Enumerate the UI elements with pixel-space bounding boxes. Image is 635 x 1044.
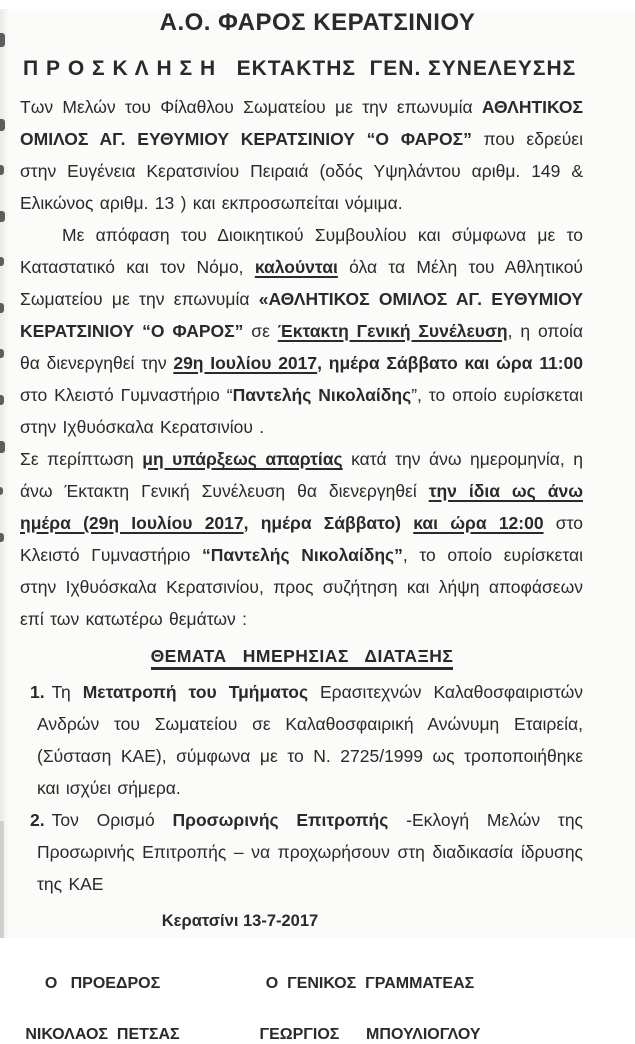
text-run: 29η Ιουλίου 2017: [173, 353, 318, 373]
text-run: καλούνται: [254, 257, 338, 277]
text-run: Τη: [51, 682, 83, 702]
text-run: που εδρεύει στην Ευγένεια Κερατσινίου Πειραιά (οδός Υψηλάντου αριθμ. 149 & Ελικώνος αριθμ. 13 ) και εκπροσωπείται νόμιμα.: [20, 129, 583, 213]
signature-president: [0, 975, 205, 1044]
text-run: Με απόφαση του Διοικητικού Συμβουλίου και σύμφωνα με το Καταστατικό και τον Νόμο,: [20, 225, 583, 277]
text-run: Των Μελών του Φίλαθλου Σωματείου με την επωνυμία: [20, 97, 482, 117]
agenda-heading: [0, 641, 604, 671]
text-run: ΑΘΛΗΤΙΚΟΣ ΟΜΙΛΟΣ ΑΓ. ΕΥΘΥΜΙΟΥ ΚΕΡΑΤΣΙΝΙΟΥ “Ο ΦΑΡΟΣ”: [20, 97, 583, 149]
text-run: Μετατροπή του Τμήματος: [82, 682, 309, 702]
text-run: ”, το οποίο ευρίσκεται στην Ιχθυόσκαλα Κερατσινίου .: [20, 385, 583, 437]
date-line: Κερατσίνι 13-7-2017: [161, 912, 319, 930]
text-run: ημέρα Σάββατο και ώρα 11:00: [328, 353, 583, 373]
signature-block: [0, 975, 635, 1044]
paragraph-convocation: [20, 219, 583, 443]
scan-artifact: [0, 257, 4, 266]
agenda-item-1: [30, 676, 583, 804]
text-run: Τον Ορισμό: [51, 810, 173, 830]
paragraph-members-intro: [20, 91, 583, 219]
scan-artifact: [0, 533, 4, 542]
agenda-heading-text: ΘΕΜΑΤΑ ΗΜΕΡΗΣΙΑΣ ΔΙΑΤΑΞΗΣ: [151, 646, 454, 670]
text-run: -Εκλογή Μελών της Προσωρινής Επιτροπής – να προχωρήσουν στη διαδικασία ίδρυσης της ΚΑΕ: [37, 810, 583, 894]
scan-artifact: [0, 441, 5, 453]
text-run: στο Κλειστό Γυμναστήριο “: [20, 385, 233, 405]
secretary-name: ΓΕΩΡΓΙΟΣ ΜΠΟΥΛΙΟΓΛΟΥ: [259, 1026, 481, 1043]
scan-artifact: [0, 349, 4, 358]
text-run: , το οποίο ευρίσκεται στην Ιχθυόσκαλα Κερατσινίου, προς συζήτηση και λήψη αποφάσεων επί των κατωτέρω θεμάτων :: [20, 545, 583, 629]
text-run: “Παντελής Νικολαίδης”: [202, 545, 403, 565]
scan-artifact: [0, 395, 4, 405]
text-run: Προσωρινής Επιτροπής: [172, 810, 389, 830]
scan-artifact: [0, 821, 4, 938]
text-run: μη υπάρξεως απαρτίας: [142, 449, 343, 469]
text-run: την ίδια ως άνω ημέρα (29η Ιουλίου 2017: [20, 481, 583, 533]
text-run: στο Κλειστό Γυμναστήριο: [20, 513, 583, 565]
text-run: ,: [317, 353, 329, 373]
text-run: [401, 513, 413, 533]
text-run: κατά την άνω ημερομηνία, η άνω Έκτακτη Γενική Συνέλευση θα διενεργηθεί: [20, 449, 583, 501]
text-run: ημέρα Σάββατο): [260, 513, 402, 533]
text-run: ,: [243, 513, 261, 533]
text-run: Ερασιτεχνών Καλαθοσφαιριστών Ανδρών του Σωματείου σε Καλαθοσφαιρική Ανώνυμη Εταιρεία, (Σύσταση ΚΑΕ), σύμφωνα με το Ν. 2725/1999 ως τροποποιήθηκε και ισχύει σήμερα.: [37, 682, 583, 798]
text-run: Έκτακτη Γενική Συνέλευση: [277, 321, 508, 341]
scan-artifact: [0, 33, 5, 47]
scan-artifact: [0, 487, 3, 495]
text-run: Σε περίπτωση: [20, 449, 143, 469]
agenda-list: [30, 676, 583, 900]
text-run: Παντελής Νικολαίδης: [232, 385, 412, 405]
signature-secretary: [230, 975, 510, 1044]
scan-artifact: [0, 303, 4, 313]
agenda-item-1-number: 1.: [30, 682, 45, 702]
text-run: , η οποία θα διενεργηθεί την: [20, 321, 584, 373]
document-page: [0, 9, 635, 1043]
document-body: [20, 91, 583, 635]
text-run: σε: [243, 321, 278, 341]
president-name: ΝΙΚΟΛΑΟΣ ΠΕΤΣΑΣ: [25, 1026, 180, 1043]
scan-artifact: [0, 165, 4, 175]
scan-artifact: [0, 211, 5, 222]
text-run: «ΑΘΛΗΤΙΚΟΣ ΟΜΙΛΟΣ ΑΓ. ΕΥΘΥΜΙΟΥ ΚΕΡΑΤΣΙΝΙΟΥ “Ο ΦΑΡΟΣ”: [20, 289, 584, 341]
agenda-item-2: [30, 804, 583, 900]
agenda-item-2-text: [37, 810, 583, 894]
secretary-role-label: Ο ΓΕΝΙΚΟΣ ΓΡΑΜΜΑΤΕΑΣ: [265, 975, 475, 992]
scan-artifact: [0, 119, 5, 131]
agenda-item-2-number: 2.: [30, 810, 45, 830]
document-title: Α.Ο. ΦΑΡΟΣ ΚΕΡΑΤΣΙΝΙΟΥ: [159, 9, 476, 36]
scan-edge-shadow: [0, 9, 9, 938]
text-run: και ώρα 12:00: [413, 513, 544, 533]
document-subtitle: Π Ρ Ο Σ Κ Λ Η Σ Η ΕΚΤΑΚΤΗΣ ΓΕΝ. ΣΥΝΕΛΕΥΣΗΣ: [23, 57, 577, 80]
agenda-item-1-text: [37, 682, 583, 798]
text-run: όλα τα Μέλη του Αθλητικού Σωματείου με την επωνυμία: [20, 257, 583, 309]
paragraph-quorum-fallback: [20, 443, 583, 635]
president-role-label: Ο ΠΡΟΕΔΡΟΣ: [44, 975, 161, 992]
